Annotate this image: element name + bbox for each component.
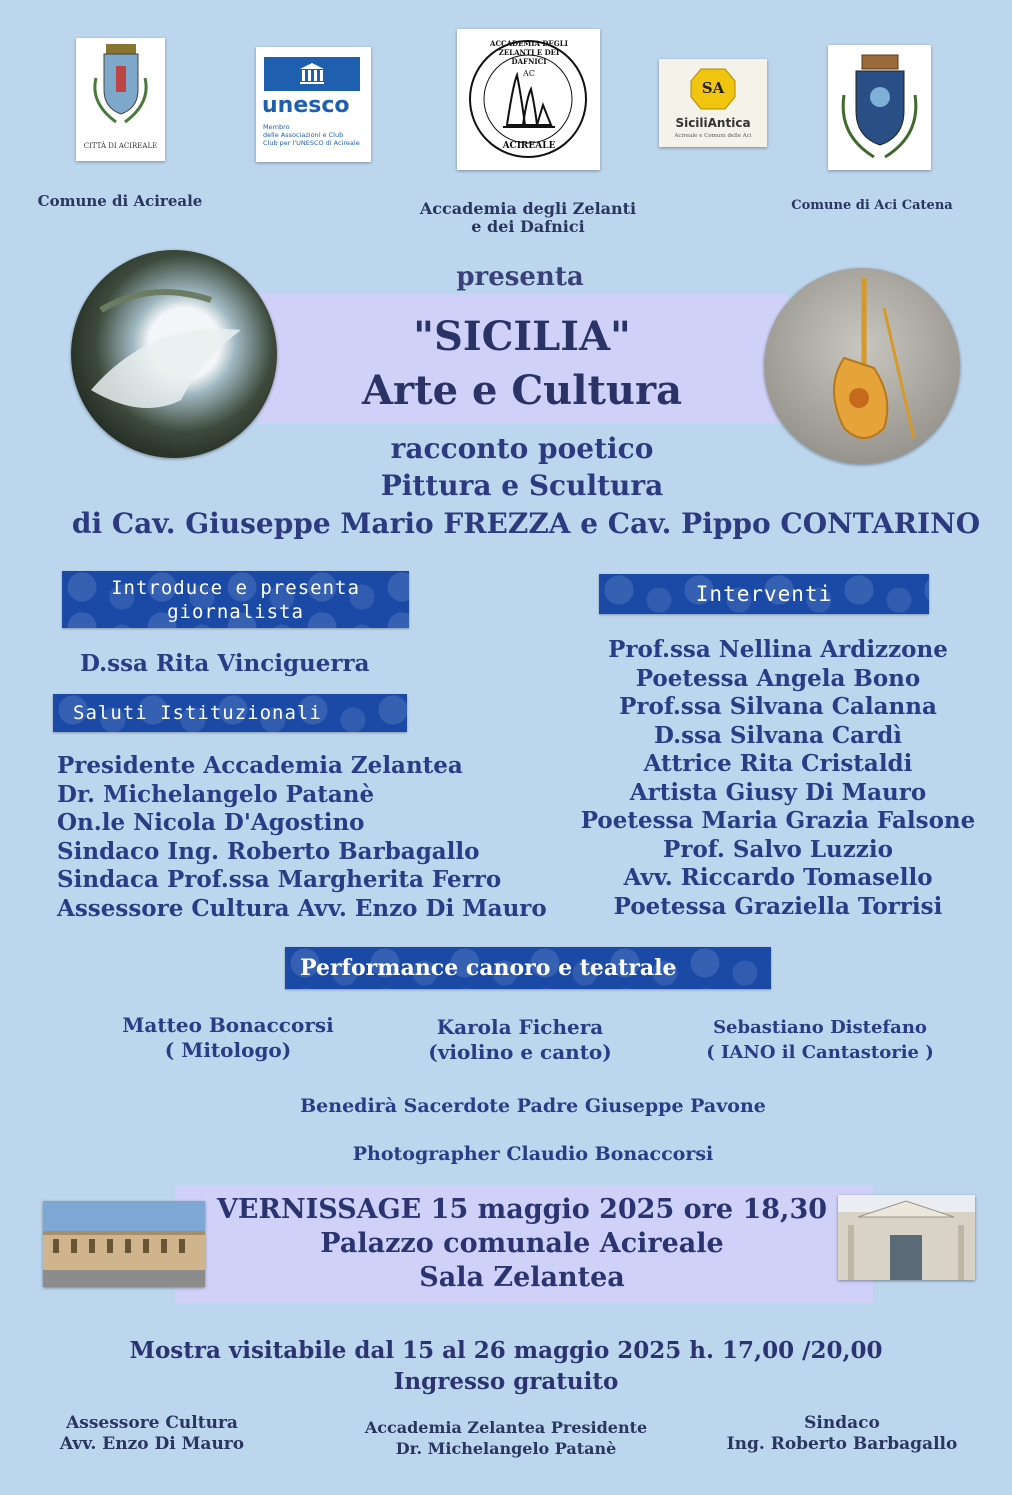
saluti-label (53, 694, 407, 732)
subtitle-pittura: Pittura e Scultura (380, 469, 664, 502)
footer-left-line1: Assessore Cultura (66, 1413, 238, 1433)
unesco-line2: delle Associazioni e Club (263, 131, 344, 139)
intro-name: D.ssa Rita Vinciguerra (80, 650, 370, 677)
saluti-item: Sindaco Ing. Roberto Barbagallo (57, 837, 480, 865)
interventi-item: Prof.ssa Silvana Calanna (619, 693, 937, 720)
interventi-item: Poetessa Angela Bono (635, 664, 921, 692)
interventi-item: Prof.ssa Nellina Ardizzone (608, 636, 948, 663)
accademia-ring-text: ACCADEMIA DEGLI ZELANTI E DEI DAFNICI (490, 39, 568, 66)
performer-role: ( IANO il Cantastorie ) (706, 1042, 934, 1063)
unesco-line1: Membro (263, 123, 290, 131)
saluti-item: Sindaca Prof.ssa Margherita Ferro (57, 866, 502, 893)
interventi-item: Attrice Rita Cristaldi (643, 750, 913, 777)
intro-label-line1: Introduce e presenta (111, 577, 360, 599)
intro-label-line2: giornalista (167, 601, 304, 623)
unesco-logo (256, 47, 371, 162)
vernissage-line2: Palazzo comunale Acireale (320, 1228, 724, 1259)
aci-catena-crest-icon (828, 45, 931, 170)
footer-center-line2: Dr. Michelangelo Patanè (395, 1439, 617, 1458)
sala-zelantea-photo (838, 1195, 975, 1280)
performer-name: Karola Fichera (436, 1015, 604, 1039)
saluti-label-text: Saluti Istituzionali (73, 702, 322, 724)
mostra-line2: Ingresso gratuito (393, 1368, 619, 1395)
interventi-item: Prof. Salvo Luzzio (663, 835, 893, 863)
accademia-caption-line2: e dei Dafnici (471, 217, 585, 236)
interventi-item: Poetessa Graziella Torrisi (613, 892, 943, 920)
comune-acireale-caption: Comune di Acireale (37, 192, 203, 210)
accademia-logo (457, 29, 600, 170)
violin-sculpture-photo (764, 268, 960, 464)
blessing-text: Benedirà Sacerdote Padre Giuseppe Pavone (300, 1095, 766, 1117)
interventi-label (599, 574, 929, 614)
footer-right-line1: Sindaco (804, 1413, 880, 1433)
interventi-item: D.ssa Silvana Cardì (653, 721, 903, 749)
interventi-item: Avv. Riccardo Tomasello (623, 864, 933, 891)
palazzo-photo (43, 1201, 205, 1287)
performance-label-text: Performance canoro e teatrale (300, 955, 677, 981)
subtitle-authors: di Cav. Giuseppe Mario FREZZA e Cav. Pippo CONTARINO (71, 507, 981, 540)
photographer-text: Photographer Claudio Bonaccorsi (352, 1143, 714, 1165)
footer-right-line2: Ing. Roberto Barbagallo (726, 1434, 958, 1454)
main-title-line2: Arte e Cultura (362, 367, 682, 414)
subtitle-racconto: racconto poetico (390, 432, 654, 465)
siciliantica-sub: Acireale e Comuni delle Aci (674, 133, 752, 139)
accademia-bottom-text: ACIREALE (502, 141, 556, 151)
performance-label (285, 947, 771, 989)
performer-name: Matteo Bonaccorsi (122, 1013, 334, 1037)
siciliantica-logo (659, 59, 767, 147)
saluti-item: Dr. Michelangelo Patanè (57, 780, 375, 808)
unesco-temple-icon (264, 57, 360, 91)
painting-photo (71, 250, 277, 458)
main-title-line1: "SICILIA" (413, 313, 631, 360)
siciliantica-name: SiciliAntica (675, 116, 751, 130)
interventi-label-text: Interventi (695, 582, 833, 606)
unesco-line3: Club per l'UNESCO di Acireale (263, 139, 360, 147)
acireale-crest-logo (76, 38, 165, 161)
vernissage-line1: VERNISSAGE 15 maggio 2025 ore 18,30 (216, 1194, 828, 1225)
performer-name: Sebastiano Distefano (713, 1017, 927, 1038)
saluti-item: Assessore Cultura Avv. Enzo Di Mauro (57, 894, 547, 922)
unesco-word: unesco (262, 93, 350, 118)
interventi-list (560, 636, 996, 921)
mostra-line1: Mostra visitabile dal 15 al 26 maggio 2025 h. 17,00 /20,00 (129, 1337, 883, 1364)
vernissage-line3: Sala Zelantea (419, 1262, 625, 1293)
presenta-text: presenta (456, 262, 584, 292)
accademia-mark: AC (523, 69, 535, 78)
comune-aci-catena-caption: Comune di Aci Catena (791, 198, 953, 213)
interventi-item: Poetessa Maria Grazia Falsone (580, 807, 976, 834)
saluti-list (57, 752, 557, 923)
footer-center-line1: Accademia Zelantea Presidente (364, 1418, 648, 1437)
performer-role: ( Mitologo) (164, 1038, 292, 1062)
siciliantica-badge-text: SA (701, 79, 725, 97)
aci-catena-crest-logo (828, 45, 931, 170)
acireale-logo-caption: CITTÀ DI ACIREALE (83, 142, 158, 150)
intro-label (62, 571, 409, 628)
footer-left-line2: Avv. Enzo Di Mauro (59, 1434, 245, 1454)
performer-role: (violino e canto) (428, 1040, 612, 1064)
saluti-item: Presidente Accademia Zelantea (57, 752, 463, 779)
saluti-item: On.le Nicola D'Agostino (57, 809, 365, 836)
interventi-item: Artista Giusy Di Mauro (629, 778, 927, 806)
accademia-caption-line1: Accademia degli Zelanti (419, 199, 637, 218)
